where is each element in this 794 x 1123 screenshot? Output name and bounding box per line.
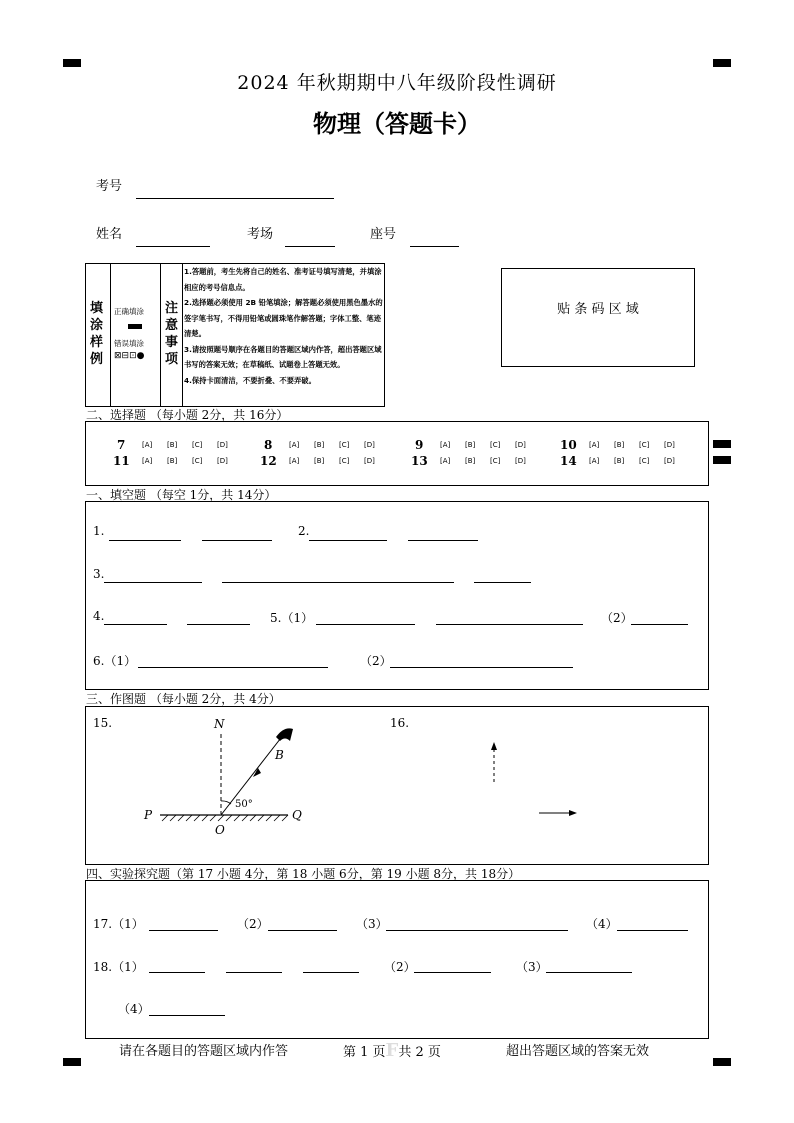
mirror-hatching: [162, 815, 288, 821]
answer-line[interactable]: [149, 972, 205, 973]
mcq-option-bubble[interactable]: [B]: [167, 457, 178, 465]
question-18-part-4-label: （4）: [118, 1002, 150, 1016]
mcq-option-bubble[interactable]: [D]: [664, 441, 675, 449]
correct-fill-label: 正确填涂: [114, 307, 144, 316]
room-label: 考场: [247, 227, 274, 242]
note-item: 4.保持卡面清洁，不要折叠、不要弄破。: [184, 375, 316, 385]
wrong-fill-label: 错误填涂: [114, 339, 144, 348]
answer-line[interactable]: [268, 930, 337, 931]
question-17-part-4-label: （4）: [586, 917, 618, 931]
question-17-part-3-label: （3）: [356, 917, 388, 931]
label-o: O: [215, 823, 225, 837]
note-item: 3.请按照题号顺序在各题目的答题区域内作答，超出答题区域书写的答案无效；在草稿纸、试题卷上答题无效。: [184, 344, 382, 369]
section-title-drawing: 三、作图题 （每小题 2分，共 4分）: [86, 692, 281, 706]
question-18-part-3-label: （3）: [516, 960, 548, 974]
mcq-option-bubble[interactable]: [D]: [217, 457, 228, 465]
mcq-option-bubble[interactable]: [C]: [639, 441, 650, 449]
mcq-option-bubble[interactable]: [A]: [142, 441, 153, 449]
note-item: 2.选择题必须使用 2B 铅笔填涂；解答题必须使用黑色墨水的签字笔书写，不得用铅笔或圆珠笔作解答题；字体工整、笔迹清楚。: [184, 298, 383, 338]
mcq-option-bubble[interactable]: [C]: [490, 441, 501, 449]
mcq-option-bubble[interactable]: [D]: [217, 441, 228, 449]
answer-line[interactable]: [303, 972, 359, 973]
question-4-label: 4.: [93, 609, 105, 623]
mcq-question-number: 7: [117, 438, 126, 452]
question-6-part-2-label: （2）: [360, 654, 392, 668]
eye-icon: [276, 728, 293, 741]
section-title-fill: 一、填空题 （每空 1分，共 14分）: [86, 488, 277, 502]
fill-example-label: 填 涂 样 例: [90, 301, 104, 367]
mcq-option-bubble[interactable]: [A]: [589, 441, 600, 449]
mcq-option-bubble[interactable]: [A]: [589, 457, 600, 465]
question-17-part-2-label: （2）: [237, 917, 269, 931]
mcq-question-number: 14: [560, 454, 577, 468]
question-15-label: 15.: [93, 716, 113, 730]
question-18-part-2-label: （2）: [384, 960, 416, 974]
mcq-option-bubble[interactable]: [D]: [364, 457, 375, 465]
question-6-label: 6.（1）: [93, 654, 137, 668]
note-item: 1.答题前，考生先将自己的姓名、准考证号填写清楚，并填涂相应的考号信息点。: [184, 267, 382, 292]
question-2-label: 2.: [298, 524, 310, 538]
mcq-option-bubble[interactable]: [D]: [515, 457, 526, 465]
mcq-option-bubble[interactable]: [A]: [289, 441, 300, 449]
exam-title: 2024 年秋期期中八年级阶段性调研: [237, 72, 557, 94]
mcq-question-number: 9: [415, 438, 424, 452]
mcq-question-number: 11: [113, 454, 130, 468]
mcq-option-bubble[interactable]: [D]: [364, 441, 375, 449]
answer-line[interactable]: [149, 1015, 225, 1016]
mcq-option-bubble[interactable]: [C]: [490, 457, 501, 465]
mcq-option-bubble[interactable]: [A]: [289, 457, 300, 465]
exam-no-label: 考号: [96, 179, 123, 194]
question-1-label: 1.: [93, 524, 105, 538]
mcq-question-number: 8: [264, 438, 273, 452]
section-title-choice: 二、选择题 （每小题 2分，共 16分）: [86, 408, 289, 422]
mcq-option-bubble[interactable]: [C]: [339, 441, 350, 449]
mcq-option-bubble[interactable]: [B]: [614, 441, 625, 449]
section-title-experiment: 四、实验探究题（第 17 小题 4分，第 18 小题 6分，第 19 小题 8分，共 18分）: [86, 867, 521, 881]
mcq-option-bubble[interactable]: [D]: [664, 457, 675, 465]
mcq-option-bubble[interactable]: [B]: [314, 441, 325, 449]
mcq-option-bubble[interactable]: [A]: [440, 457, 451, 465]
question-16-label: 16.: [390, 716, 410, 730]
question-3-label: 3.: [93, 567, 105, 581]
label-n: N: [214, 717, 225, 731]
mcq-option-bubble[interactable]: [C]: [192, 441, 203, 449]
question-5-label: 5.（1）: [270, 611, 314, 625]
barcode-label: 贴 条 码 区 域: [557, 302, 639, 317]
mcq-question-number: 13: [411, 454, 428, 468]
angle-label: 50°: [235, 799, 253, 810]
answer-line[interactable]: [414, 972, 491, 973]
answer-line[interactable]: [226, 972, 282, 973]
answer-line[interactable]: [386, 930, 568, 931]
mcq-question-number: 10: [560, 438, 577, 452]
question-5-part-2-label: （2）: [601, 611, 633, 625]
seat-label: 座号: [370, 227, 397, 242]
page-title: 物理（答题卡）: [313, 109, 481, 138]
footer-right-note: 超出答题区域的答案无效: [506, 1044, 650, 1059]
label-b: B: [275, 748, 284, 762]
solid-arrow-head: [569, 810, 577, 816]
mcq-option-bubble[interactable]: [C]: [639, 457, 650, 465]
answer-line[interactable]: [617, 930, 688, 931]
watermark: F: [385, 1040, 399, 1061]
wrong-fill-sample: ⊠⊟⊡●: [114, 351, 145, 361]
mcq-option-bubble[interactable]: [B]: [167, 441, 178, 449]
footer-left-note: 请在各题目的答题区域内作答: [119, 1044, 289, 1059]
mcq-option-bubble[interactable]: [C]: [339, 457, 350, 465]
label-q: Q: [292, 808, 302, 822]
question-18-label: 18.（1）: [93, 960, 144, 974]
mcq-option-bubble[interactable]: [B]: [465, 457, 476, 465]
answer-line[interactable]: [546, 972, 632, 973]
mcq-option-bubble[interactable]: [B]: [314, 457, 325, 465]
label-p: P: [144, 808, 153, 822]
mcq-option-bubble[interactable]: [B]: [614, 457, 625, 465]
mcq-option-bubble[interactable]: [D]: [515, 441, 526, 449]
mcq-option-bubble[interactable]: [C]: [192, 457, 203, 465]
mcq-option-bubble[interactable]: [A]: [440, 441, 451, 449]
answer-line[interactable]: [149, 930, 218, 931]
mcq-question-number: 12: [260, 454, 277, 468]
notes-label: 注 意 事 项: [165, 301, 179, 367]
mcq-option-bubble[interactable]: [B]: [465, 441, 476, 449]
question-17-label: 17.（1）: [93, 917, 144, 931]
name-label: 姓名: [96, 227, 123, 242]
dashed-arrow-head: [491, 742, 497, 750]
mcq-option-bubble[interactable]: [A]: [142, 457, 153, 465]
page-number: 第 1 页F共 2 页: [343, 1040, 441, 1061]
